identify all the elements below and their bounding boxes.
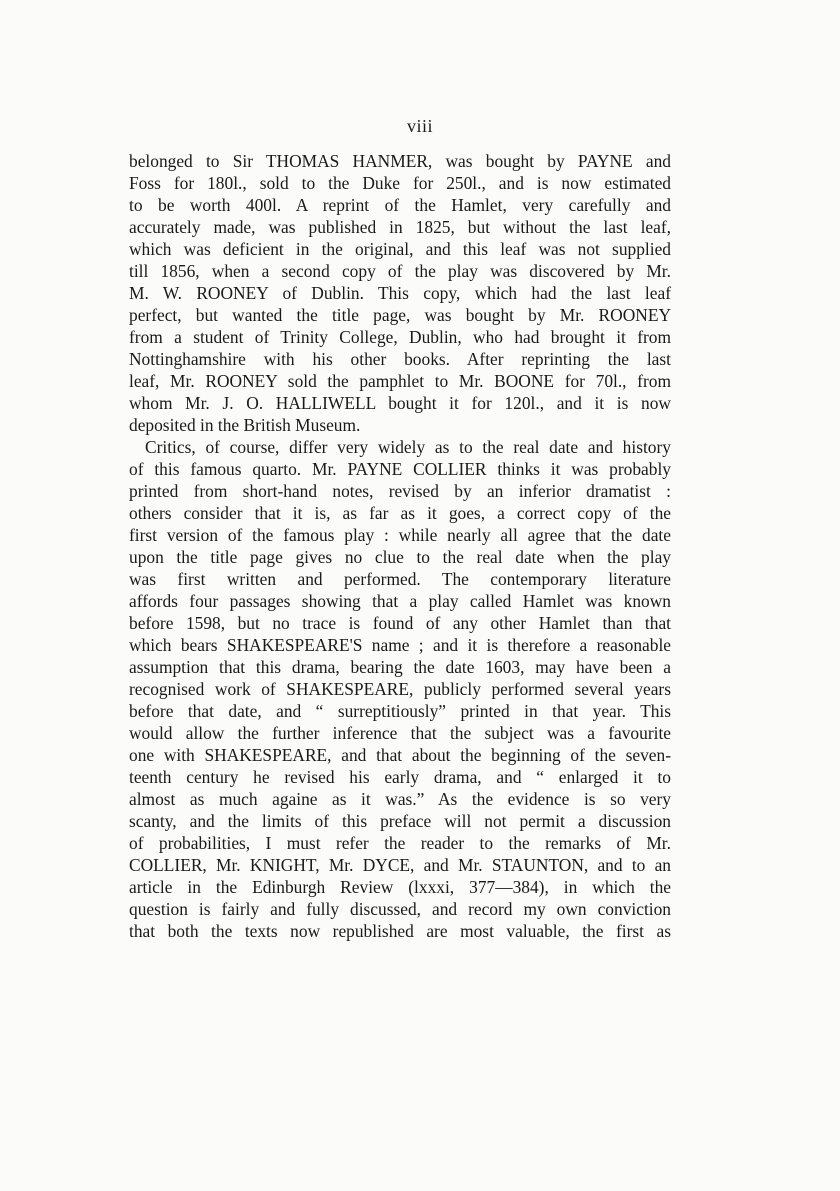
page-number: viii — [406, 116, 433, 136]
text-line: others consider that it is, as far as it goes, a correct copy of the — [129, 503, 671, 523]
text-line: printed from short-hand notes, revised by an inferior dramatist : — [129, 481, 671, 501]
text-line: leaf, Mr. ROONEY sold the pamphlet to Mr. BOONE for 70l., from — [129, 371, 671, 391]
text-line: article in the Edinburgh Review (lxxxi, 377—384), in which the — [129, 877, 671, 897]
text-line: deposited in the British Museum. — [129, 415, 361, 435]
text-line: whom Mr. J. O. HALLIWELL bought it for 120l., and it is now — [129, 393, 671, 413]
text-line: Critics, of course, differ very widely as to the real date and history — [145, 437, 671, 457]
text-line: accurately made, was published in 1825, but without the last leaf, — [129, 217, 671, 237]
text-line: M. W. ROONEY of Dublin. This copy, which had the last leaf — [129, 283, 671, 303]
text-line: till 1856, when a second copy of the play was discovered by Mr. — [129, 261, 671, 281]
text-line: would allow the further inference that the subject was a favourite — [129, 723, 671, 743]
text-line: COLLIER, Mr. KNIGHT, Mr. DYCE, and Mr. STAUNTON, and to an — [129, 855, 671, 875]
text-line: from a student of Trinity College, Dublin, who had brought it from — [129, 327, 671, 347]
text-line: before 1598, but no trace is found of any other Hamlet than that — [129, 613, 671, 633]
text-line: recognised work of SHAKESPEARE, publicly performed several years — [129, 679, 671, 699]
text-line: teenth century he revised his early drama, and “ enlarged it to — [129, 767, 671, 787]
text-line: Foss for 180l., sold to the Duke for 250l., and is now estimated — [129, 173, 671, 193]
text-line: which was deficient in the original, and this leaf was not supplied — [129, 239, 671, 259]
text-line: question is fairly and fully discussed, and record my own conviction — [129, 899, 671, 919]
text-line: affords four passages showing that a play called Hamlet was known — [129, 591, 671, 611]
text-line: was first written and performed. The contemporary literature — [129, 569, 671, 589]
text-line: of this famous quarto. Mr. PAYNE COLLIER thinks it was probably — [129, 459, 671, 479]
text-line: almost as much againe as it was.” As the evidence is so very — [129, 789, 671, 809]
text-line: first version of the famous play : while nearly all agree that the date — [129, 525, 671, 545]
text-line: that both the texts now republished are most valuable, the first as — [129, 921, 671, 941]
text-line: which bears SHAKESPEARE'S name ; and it is therefore a reasonable — [129, 635, 671, 655]
text-line: Nottinghamshire with his other books. After reprinting the last — [129, 349, 671, 369]
text-line: scanty, and the limits of this preface will not permit a discussion — [129, 811, 671, 831]
text-line: to be worth 400l. A reprint of the Hamlet, very carefully and — [129, 195, 671, 215]
text-line: of probabilities, I must refer the reader to the remarks of Mr. — [129, 833, 671, 853]
text-line: before that date, and “ surreptitiously” printed in that year. This — [129, 701, 671, 721]
text-line: one with SHAKESPEARE, and that about the beginning of the seven- — [129, 745, 671, 765]
text-line: perfect, but wanted the title page, was bought by Mr. ROONEY — [129, 305, 671, 325]
text-line: upon the title page gives no clue to the real date when the play — [129, 547, 671, 567]
text-line: belonged to Sir THOMAS HANMER, was bought by PAYNE and — [129, 151, 671, 171]
text-line: assumption that this drama, bearing the date 1603, may have been a — [129, 657, 671, 677]
